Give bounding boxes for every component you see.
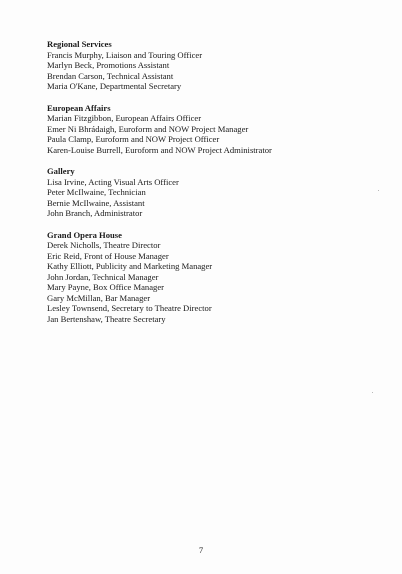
page-number: 7 [198,545,204,555]
staff-entry: Jan Bertenshaw, Theatre Secretary [47,313,166,324]
section-heading: Gallery [47,166,75,176]
staff-entry: John Jordan, Technical Manager [47,271,159,282]
staff-entry: Gary McMillan, Bar Manager [47,292,151,303]
staff-entry: Marian Fitzgibbon, European Affairs Officer [47,113,202,123]
staff-entry: Maria O'Kane, Departmental Secretary [47,81,182,91]
section-grand-opera-house [47,230,367,325]
staff-entry: Kathy Elliott, Publicity and Marketing Manager [47,261,213,271]
staff-entry: Bernie McIlwaine, Assistant [47,197,145,208]
staff-entry: Peter McIlwaine, Technician [47,187,146,197]
section-heading: Grand Opera House [47,229,122,240]
staff-directory [47,39,367,335]
section-heading: European Affairs [47,102,111,113]
staff-entry: John Branch, Administrator [47,208,143,218]
staff-entry: Derek Nicholls, Theatre Director [47,240,161,250]
section-european-affairs [47,103,367,156]
staff-entry: Marlyn Beck, Promotions Assistant [47,60,170,70]
section-heading: Regional Services [47,39,112,49]
staff-entry: Brendan Carson, Technical Assistant [47,70,174,81]
staff-entry: Mary Payne, Box Office Manager [47,282,165,292]
staff-entry: Karen-Louise Burrell, Euroform and NOW Project Administrator [47,144,272,155]
staff-entry: Lisa Irvine, Acting Visual Arts Officer [47,176,179,187]
staff-entry: Francis Murphy, Liaison and Touring Officer [47,49,203,60]
staff-entry: Eric Reid, Front of House Manager [47,250,169,261]
staff-entry: Emer Ni Bhrádaigh, Euroform and NOW Project Manager [47,123,249,134]
scan-speck [378,190,379,191]
section-gallery [47,166,367,219]
staff-entry: Lesley Townsend, Secretary to Theatre Director [47,303,212,313]
scan-speck [372,392,373,393]
staff-entry: Paula Clamp, Euroform and NOW Project Officer [47,134,220,144]
section-regional-services [47,39,367,92]
